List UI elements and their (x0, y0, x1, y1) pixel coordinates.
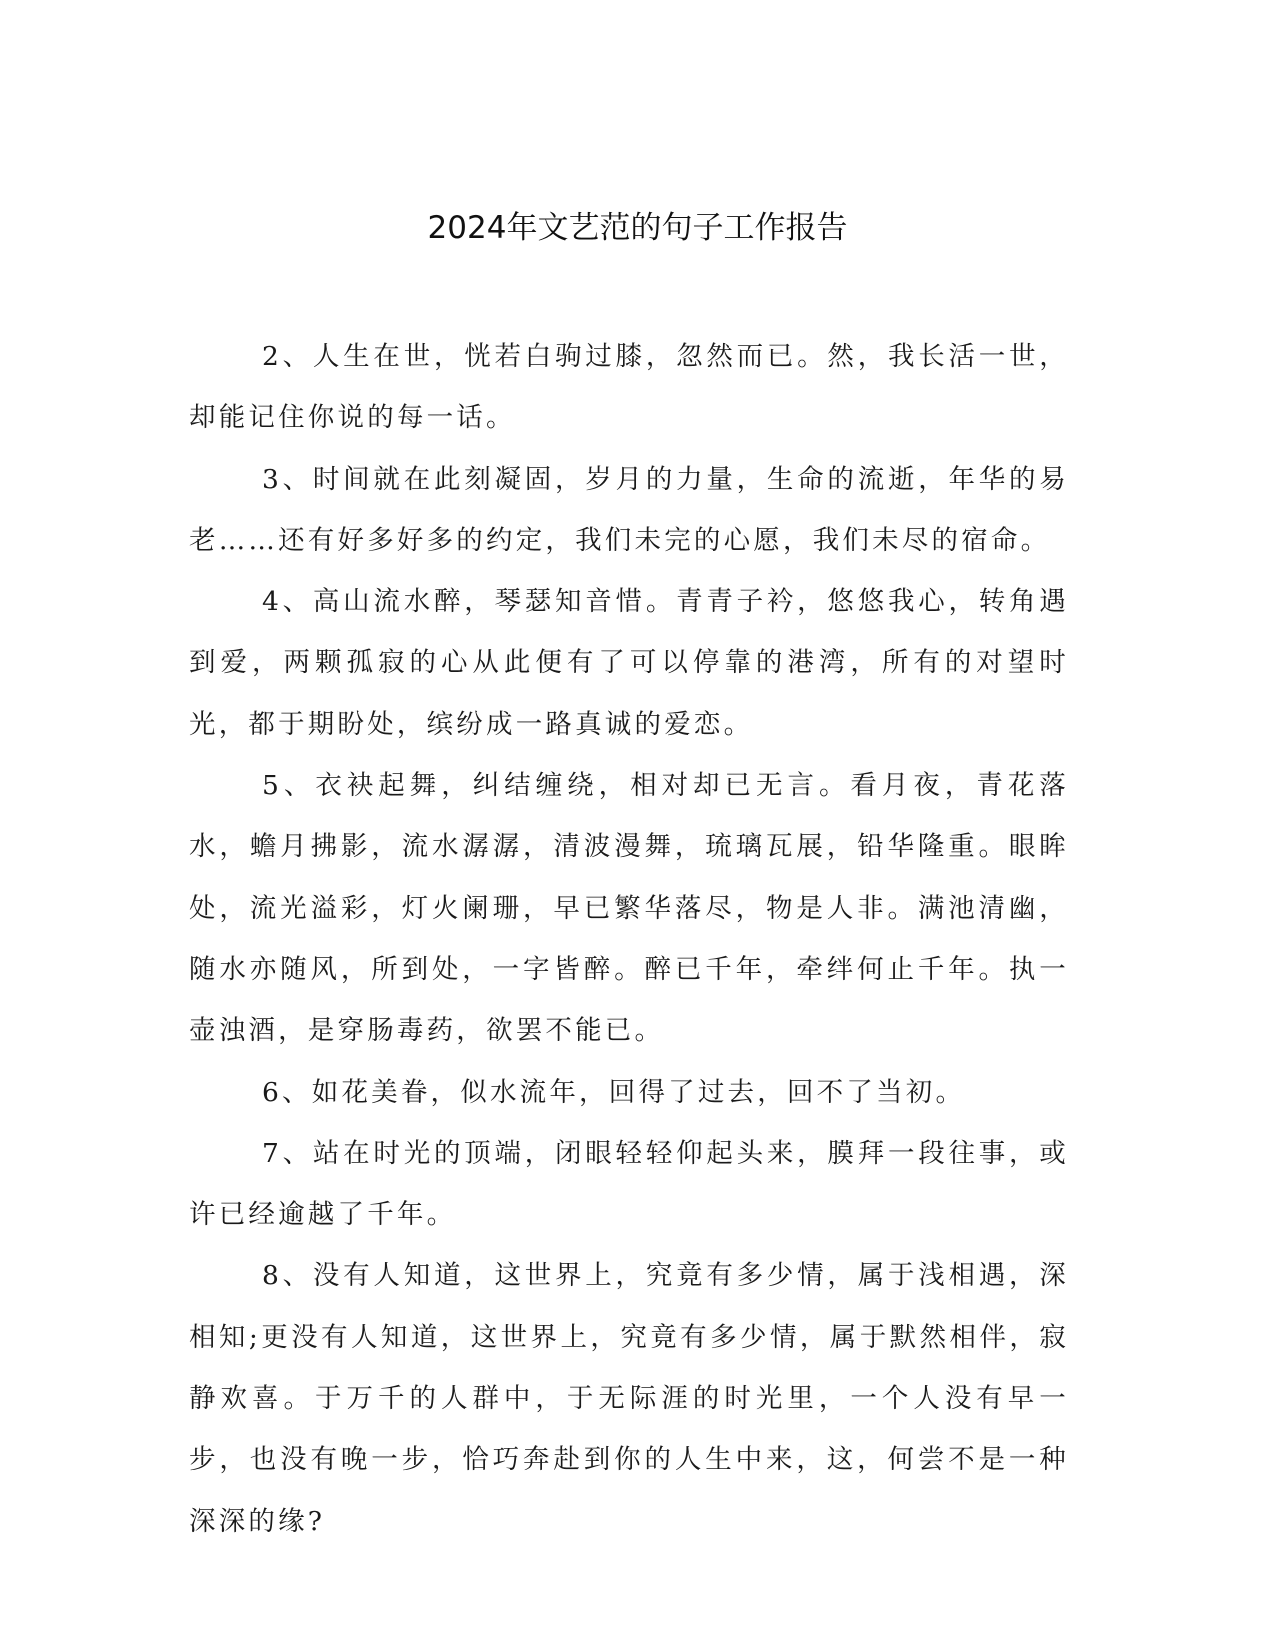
paragraph-5: 5、衣袂起舞，纠结缠绕，相对却已无言。看月夜，青花落水，蟾月拂影，流水潺潺，清波漫舞，琉璃瓦展，铅华隆重。眼眸处，流光溢彩，灯火阑珊，早已繁华落尽，物是人非。满池清幽，随水亦随风，所到处，一字皆醉。醉已千年，牵绊何止千年。执一壶浊酒，是穿肠毒药，欲罢不能已。 (189, 770, 1069, 1047)
document-body (189, 326, 1069, 1552)
paragraph-3: 3、时间就在此刻凝固，岁月的力量，生命的流逝，年华的易老……还有好多好多的约定，我们未完的心愿，我们未尽的宿命。 (189, 463, 1069, 556)
paragraph-7: 7、站在时光的顶端，闭眼轻轻仰起头来，膜拜一段往事，或许已经逾越了千年。 (189, 1137, 1069, 1231)
paragraph-8: 8、没有人知道，这世界上，究竟有多少情，属于浅相遇，深相知;更没有人知道，这世界上，究竟有多少情，属于默然相伴，寂静欢喜。于万千的人群中，于无际涯的时光里，一个人没有早一步，也没有晚一步，恰巧奔赴到你的人生中来，这，何尝不是一种深深的缘? (189, 1260, 1069, 1537)
document-title: 2024年文艺范的句子工作报告 (427, 210, 848, 246)
paragraph-4: 4、高山流水醉，琴瑟知音惜。青青子衿，悠悠我心，转角遇到爱，两颗孤寂的心从此便有了可以停靠的港湾，所有的对望时光，都于期盼处，缤纷成一路真诚的爱恋。 (189, 586, 1069, 740)
paragraph-6: 6、如花美眷，似水流年，回得了过去，回不了当初。 (262, 1076, 966, 1108)
paragraph-2: 2、人生在世，恍若白驹过膝，忽然而已。然，我长活一世，却能记住你说的每一话。 (189, 341, 1069, 434)
